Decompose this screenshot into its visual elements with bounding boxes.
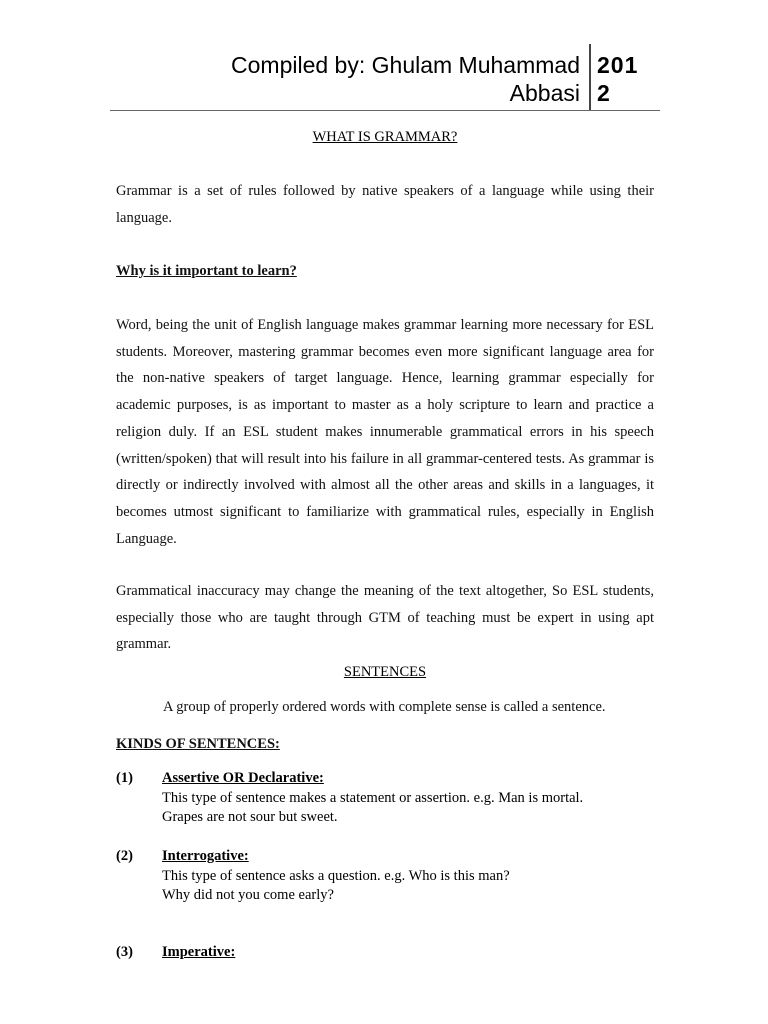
importance-paragraph: Word, being the unit of English language makes grammar learning more necessary for ESL students. Moreover, mastering grammar becomes even more significant language area for the non-native speakers of target language. Hence, learning grammar especially for academic purposes, is as important to master as a holy scripture to learn and practice a religion duly. If an ESL student makes innumerable grammatical errors in his speech (written/spoken) that will result into his failure in all grammar-centered tests. As grammar is directly or indirectly involved with almost all the other areas and skills in a languages, it becomes utmost significant to familiarize with grammatical rules, especially in English Language.	[116, 317, 654, 547]
compiled-by-line1: Compiled by: Ghulam Muhammad	[231, 52, 580, 78]
header-year-line2: 2	[597, 80, 611, 106]
kind-description-line: Why did not you come early?	[162, 887, 334, 903]
kinds-heading: KINDS OF SENTENCES:	[116, 736, 280, 752]
kind-description-line: This type of sentence makes a statement or assertion. e.g. Man is mortal.	[162, 790, 584, 806]
header-divider	[589, 44, 591, 110]
header-year	[597, 51, 657, 107]
kind-description	[162, 867, 662, 905]
sentence-definition: A group of properly ordered words with complete sense is called a sentence.	[163, 699, 606, 715]
kind-description	[162, 789, 662, 827]
sentences-heading: SENTENCES	[343, 664, 427, 680]
main-heading: WHAT IS GRAMMAR?	[312, 129, 458, 145]
kind-description-line: Grapes are not sour but sweet.	[162, 809, 338, 825]
why-heading: Why is it important to learn?	[116, 263, 297, 279]
kind-description-line: This type of sentence asks a question. e.g. Who is this man?	[162, 868, 510, 884]
inaccuracy-paragraph: Grammatical inaccuracy may change the meaning of the text altogether, So ESL students, especially those who are taught through GTM of teaching must be expert in using apt grammar.	[116, 583, 654, 653]
page-header	[110, 44, 660, 111]
kind-number: (1)	[116, 770, 133, 786]
kind-title: Interrogative:	[162, 848, 249, 864]
kind-title: Imperative:	[162, 944, 236, 960]
kind-number: (3)	[116, 944, 133, 960]
grammar-definition: Grammar is a set of rules followed by native speakers of a language while using their language.	[116, 183, 654, 226]
compiled-by-line2: Abbasi	[509, 80, 580, 106]
compiled-by-text	[110, 51, 580, 107]
kind-number: (2)	[116, 848, 133, 864]
header-year-line1: 201	[597, 52, 639, 78]
kind-title: Assertive OR Declarative:	[162, 770, 324, 786]
